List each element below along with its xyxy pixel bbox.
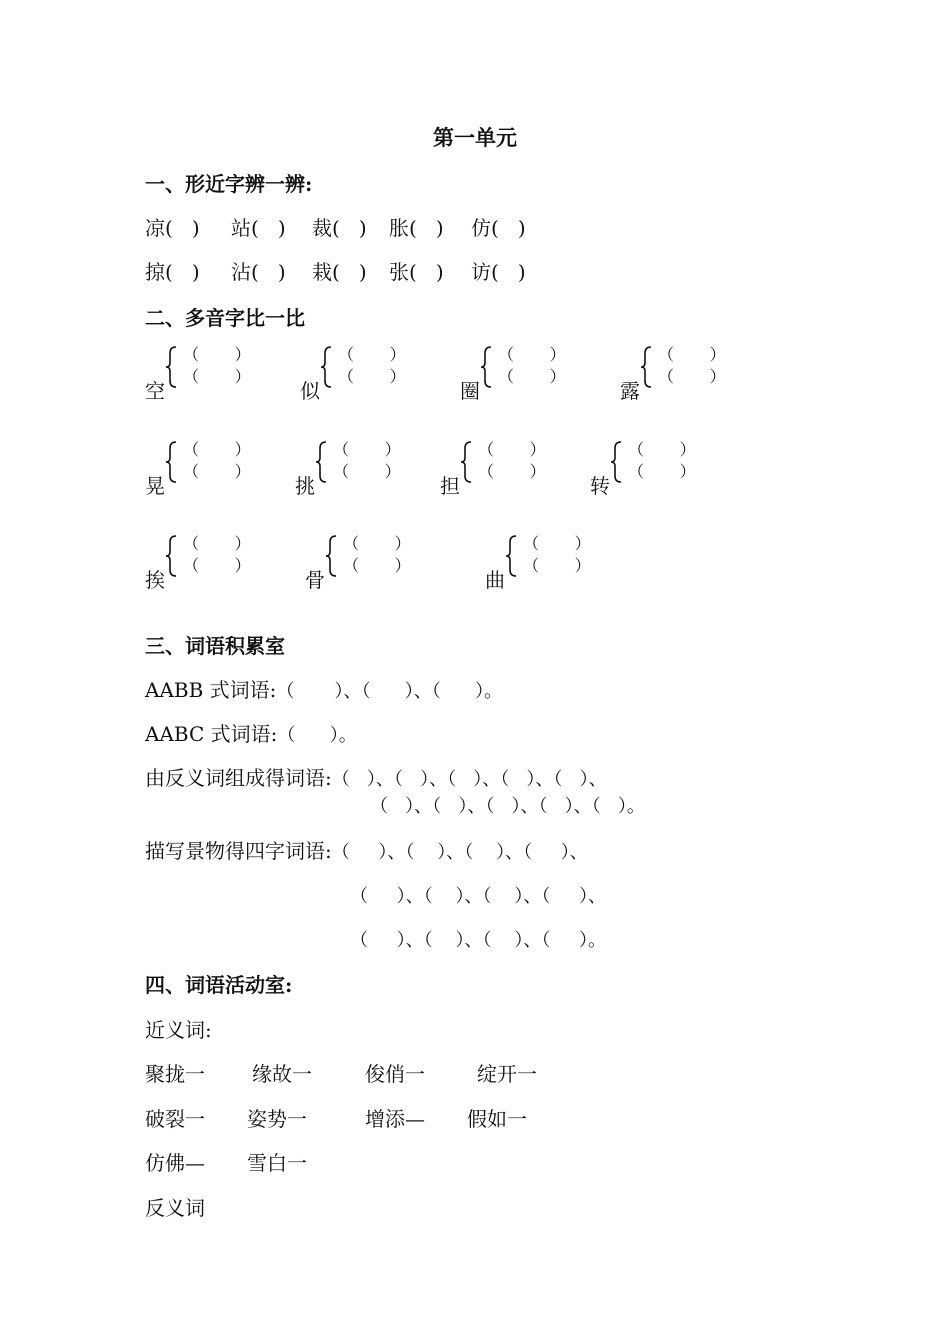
polyphone-char: 骨 bbox=[305, 568, 325, 592]
char-item: 站( ) bbox=[231, 216, 286, 240]
scenery-label: 描写景物得四字词语: bbox=[145, 839, 332, 863]
brace-icon bbox=[505, 535, 519, 577]
pinyin-blank: （ ） bbox=[498, 367, 566, 386]
synonym-item: 破裂一 bbox=[145, 1107, 205, 1131]
char-item: 仿( ) bbox=[471, 216, 526, 240]
scenery-line: 描写景物得四字词语:（ ）、（ ）、（ ）、（ ）、 bbox=[145, 839, 588, 863]
synonym-item: 聚拢一 bbox=[145, 1062, 205, 1086]
aabb-line: AABB 式词语:（ ）、（ ）、（ ）。 bbox=[145, 678, 503, 702]
antonym-compound-line: 由反义词组成得词语:（ ）、（ ）、（ ）、（ ）、（ ）、 bbox=[145, 766, 607, 790]
brace-icon bbox=[165, 346, 179, 388]
brace-icon bbox=[480, 346, 494, 388]
polyphone-char: 挨 bbox=[145, 568, 165, 592]
pinyin-blank: （ ） bbox=[183, 534, 251, 553]
char-item: 凉( ) bbox=[145, 216, 200, 240]
pinyin-blank: （ ） bbox=[478, 462, 546, 481]
brace-icon bbox=[460, 441, 474, 483]
pinyin-blank: （ ） bbox=[628, 440, 696, 459]
section-heading-polyphones: 二、多音字比一比 bbox=[145, 306, 305, 330]
synonym-item: 仿佛— bbox=[145, 1151, 205, 1175]
synonym-item: 姿势一 bbox=[247, 1107, 307, 1131]
pinyin-blank: （ ） bbox=[338, 345, 406, 364]
char-item: 张( ) bbox=[389, 260, 444, 284]
pinyin-blank: （ ） bbox=[183, 440, 251, 459]
pinyin-blank: （ ） bbox=[343, 534, 411, 553]
aabc-line: AABC 式词语:（ ）。 bbox=[145, 722, 357, 746]
synonym-item: 假如一 bbox=[467, 1107, 527, 1131]
synonym-item: 缘故一 bbox=[252, 1062, 312, 1086]
page-title: 第一单元 bbox=[433, 125, 517, 150]
char-item: 裁( ) bbox=[312, 216, 367, 240]
char-item: 胀( ) bbox=[389, 216, 444, 240]
brace-icon bbox=[320, 346, 334, 388]
brace-icon bbox=[610, 441, 624, 483]
char-item: 访( ) bbox=[471, 260, 526, 284]
brace-icon bbox=[315, 441, 329, 483]
polyphone-char: 挑 bbox=[295, 474, 315, 498]
brace-icon bbox=[640, 346, 654, 388]
scenery-blanks-row-2: （ ）、（ ）、（ ）、（ ）、 bbox=[350, 886, 606, 907]
pinyin-blank: （ ） bbox=[338, 367, 406, 386]
polyphone-char: 似 bbox=[300, 379, 320, 403]
polyphone-char: 空 bbox=[145, 379, 165, 403]
aabc-label: AABC 式词语: bbox=[145, 722, 278, 746]
synonym-item: 绽开一 bbox=[477, 1062, 537, 1086]
pinyin-blank: （ ） bbox=[478, 440, 546, 459]
antonym-compound-label: 由反义词组成得词语: bbox=[145, 766, 332, 790]
pinyin-blank: （ ） bbox=[333, 440, 401, 459]
section-heading-similar-chars: 一、形近字辨一辨: bbox=[145, 172, 313, 196]
pinyin-blank: （ ） bbox=[523, 556, 591, 575]
char-item: 掠( ) bbox=[145, 260, 200, 284]
brace-icon bbox=[325, 535, 339, 577]
polyphone-char: 晃 bbox=[145, 474, 165, 498]
synonym-label: 近义词: bbox=[145, 1018, 212, 1042]
polyphone-char: 曲 bbox=[485, 568, 505, 592]
pinyin-blank: （ ） bbox=[343, 556, 411, 575]
pinyin-blank: （ ） bbox=[183, 462, 251, 481]
section-heading-word-accumulation: 三、词语积累室 bbox=[145, 634, 285, 658]
char-item: 栽( ) bbox=[312, 260, 367, 284]
aabb-label: AABB 式词语: bbox=[145, 678, 277, 702]
pinyin-blank: （ ） bbox=[498, 345, 566, 364]
brace-icon bbox=[165, 441, 179, 483]
polyphone-char: 露 bbox=[620, 379, 640, 403]
pinyin-blank: （ ） bbox=[658, 367, 726, 386]
pinyin-blank: （ ） bbox=[183, 345, 251, 364]
polyphone-char: 担 bbox=[440, 474, 460, 498]
pinyin-blank: （ ） bbox=[628, 462, 696, 481]
section-heading-word-activity: 四、词语活动室: bbox=[145, 973, 293, 997]
antonym-label: 反义词 bbox=[145, 1196, 205, 1220]
brace-icon bbox=[165, 535, 179, 577]
synonym-item: 雪白一 bbox=[247, 1151, 307, 1175]
antonym-compound-blanks: （ ）、（ ）、（ ）、（ ）、（ ）。 bbox=[370, 796, 645, 817]
char-item: 沾( ) bbox=[231, 260, 286, 284]
pinyin-blank: （ ） bbox=[658, 345, 726, 364]
polyphone-char: 圈 bbox=[460, 379, 480, 403]
polyphone-char: 转 bbox=[590, 474, 610, 498]
pinyin-blank: （ ） bbox=[183, 556, 251, 575]
synonym-item: 增添— bbox=[365, 1107, 425, 1131]
scenery-blanks-row-3: （ ）、（ ）、（ ）、（ ）。 bbox=[350, 930, 606, 951]
pinyin-blank: （ ） bbox=[523, 534, 591, 553]
pinyin-blank: （ ） bbox=[333, 462, 401, 481]
pinyin-blank: （ ） bbox=[183, 367, 251, 386]
synonym-item: 俊俏一 bbox=[365, 1062, 425, 1086]
